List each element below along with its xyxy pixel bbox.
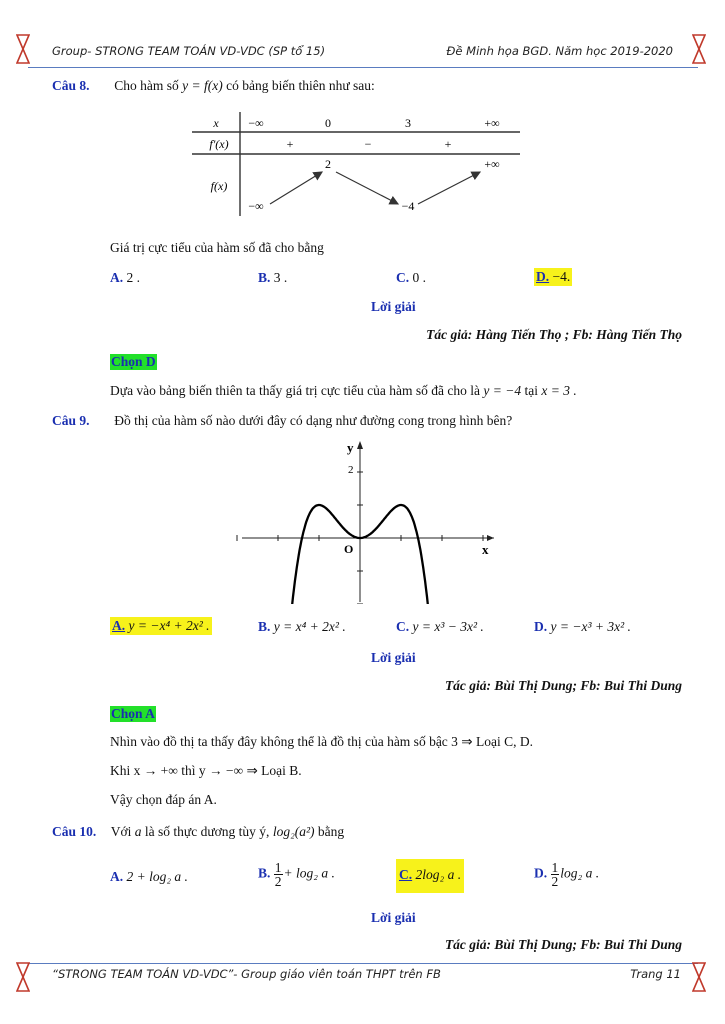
table-sign: +: [444, 137, 452, 151]
answer-option-d[interactable]: D. $\frac{1}{2}$ log₂ a .: [534, 860, 600, 889]
author-credit: Tác giả: Bùi Thị Dung; Fb: Bui Thi Dung: [444, 937, 682, 952]
question-10-stem: Câu 10. Với a là số thực dương tùy ý, log₂(a²) bằng: [52, 824, 345, 839]
footer-left: “STRONG TEAM TOÁN VD-VDC”- Group giáo viên toán THPT trên FB: [52, 967, 441, 981]
header-right: Đề Minh họa BGD. Năm học 2019-2020: [446, 44, 673, 58]
table-f-val: +∞: [484, 157, 500, 171]
y-axis-arrow: [357, 441, 363, 449]
table-f-val: −4: [401, 199, 415, 213]
table-f-val: 2: [325, 157, 331, 171]
table-sign: +: [286, 137, 294, 151]
footer-right: Trang 11: [630, 967, 681, 981]
answer-option-b[interactable]: B. y = x⁴ + 2x² .: [258, 619, 346, 634]
variation-table: [190, 112, 525, 222]
q8-func: y = f(x): [182, 78, 223, 93]
increase-arrow: [418, 172, 480, 204]
table-x-val: −∞: [248, 116, 264, 130]
y-tick-label: 2: [348, 464, 354, 476]
hourglass-icon: [16, 962, 30, 992]
q8-intro: Cho hàm số: [114, 78, 179, 93]
question-label: Câu 9.: [52, 413, 90, 428]
chosen-answer: Chọn A: [111, 706, 155, 721]
q8-explanation: Dựa vào bảng biến thiên ta thấy giá trị cực tiểu của hàm số đã cho là y = −4 tại x = 3 .: [110, 383, 577, 398]
hourglass-icon: [692, 962, 706, 992]
y-axis-label: y: [347, 440, 354, 455]
table-x-val: 0: [325, 116, 331, 130]
q9-explanation-line: Vậy chọn đáp án A.: [110, 792, 217, 807]
header-left: Group- STRONG TEAM TOÁN VD-VDC (SP tổ 15): [52, 44, 326, 58]
question-label: Câu 10.: [52, 824, 97, 839]
table-f-label: f(x): [210, 179, 228, 193]
q8-question: Giá trị cực tiểu của hàm số đã cho bằng: [110, 240, 324, 255]
solution-heading: Lời giải: [371, 299, 416, 314]
question-label: Câu 8.: [52, 78, 90, 93]
answer-option-a[interactable]: A. y = −x⁴ + 2x² .: [112, 618, 210, 633]
solution-heading: Lời giải: [371, 910, 416, 925]
answer-option-d[interactable]: D. −4.: [536, 269, 571, 284]
answer-option-d[interactable]: D. y = −x³ + 3x² .: [534, 619, 631, 634]
x-axis-arrow: [487, 535, 494, 541]
table-x-val: +∞: [484, 116, 500, 130]
x-axis-label: x: [482, 542, 489, 557]
header-rule: [28, 67, 698, 68]
table-sign: −: [364, 137, 372, 151]
chosen-answer: Chọn D: [111, 354, 156, 369]
q9-explanation-line: Nhìn vào đồ thị ta thấy đây không thể là đồ thị của hàm số bậc 3 ⇒ Loại C, D.: [110, 734, 533, 749]
hourglass-icon: [692, 34, 706, 64]
author-credit: Tác giả: Bùi Thị Dung; Fb: Bui Thi Dung: [444, 678, 682, 693]
question-8-stem: [52, 78, 375, 94]
footer-rule: [28, 963, 698, 964]
table-f-val: −∞: [248, 199, 264, 213]
answer-option-c[interactable]: C. 2log₂ a .: [396, 859, 464, 893]
increase-arrow: [270, 172, 322, 204]
origin-label: O: [344, 542, 354, 556]
hourglass-icon: [16, 34, 30, 64]
answer-option-a[interactable]: A. 2 + log₂ a .: [110, 869, 188, 884]
decrease-arrow: [336, 172, 398, 204]
question-9-stem: Câu 9. Đồ thị của hàm số nào dưới đây có dạng như đường cong trong hình bên?: [52, 413, 513, 428]
solution-heading: Lời giải: [371, 650, 416, 665]
function-graph: [236, 436, 502, 604]
author-credit: Tác giả: Hàng Tiến Thọ ; Fb: Hàng Tiến Thọ: [426, 327, 682, 342]
answer-option-b[interactable]: B. 3 .: [258, 270, 288, 285]
table-x-label: x: [213, 116, 219, 130]
q8-intro-end: có bảng biến thiên như sau:: [226, 78, 375, 93]
table-fp-label: f'(x): [209, 137, 229, 151]
answer-option-c[interactable]: C. 0 .: [396, 270, 426, 285]
answer-option-c[interactable]: C. y = x³ − 3x² .: [396, 619, 484, 634]
answer-option-a[interactable]: A. 2 .: [110, 270, 140, 285]
answer-option-b[interactable]: B. $\frac{1}{2}$ + log₂ a .: [258, 860, 335, 889]
q9-explanation-line: Khi x → +∞ thì y → −∞ ⇒ Loại B.: [110, 763, 302, 778]
table-x-val: 3: [405, 116, 411, 130]
